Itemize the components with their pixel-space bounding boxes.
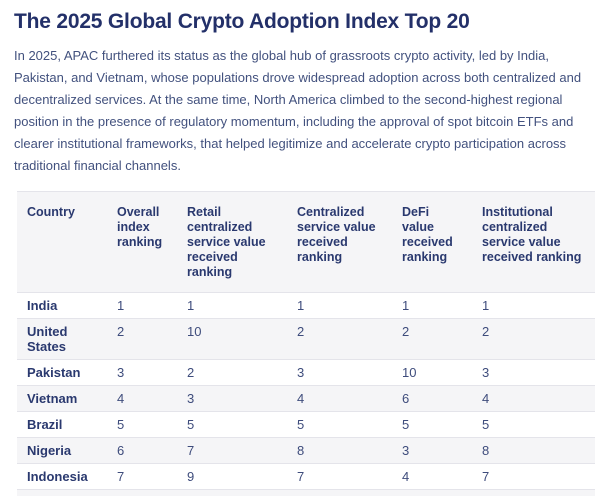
- table-row: [17, 360, 595, 386]
- column-header-centralized: Centralized service value received ranking: [287, 192, 392, 293]
- rank-cell: 4: [392, 464, 472, 490]
- table-body: [17, 293, 595, 490]
- rank-cell: 10: [177, 319, 287, 360]
- rank-cell: 5: [472, 412, 595, 438]
- rank-cell: 1: [472, 293, 595, 319]
- column-header-defi: DeFi value received ranking: [392, 192, 472, 293]
- country-cell: Nigeria: [17, 438, 107, 464]
- rank-cell: 5: [177, 412, 287, 438]
- rank-cell: 2: [107, 319, 177, 360]
- country-cell: Vietnam: [17, 386, 107, 412]
- rank-cell: 3: [287, 360, 392, 386]
- rank-cell: 6: [107, 438, 177, 464]
- rank-cell: 2: [287, 319, 392, 360]
- country-cell: United States: [17, 319, 107, 360]
- rank-cell: 2: [177, 360, 287, 386]
- country-cell: India: [17, 293, 107, 319]
- rank-cell: 1: [287, 293, 392, 319]
- rank-cell: 7: [472, 464, 595, 490]
- rank-cell: 10: [392, 360, 472, 386]
- rank-cell: 3: [472, 360, 595, 386]
- page-title: The 2025 Global Crypto Adoption Index Top 20: [14, 10, 470, 33]
- rank-cell: 5: [287, 412, 392, 438]
- rank-cell: 1: [107, 293, 177, 319]
- rank-cell: 8: [287, 438, 392, 464]
- rank-cell: 3: [392, 438, 472, 464]
- column-header-overall: Overall index ranking: [107, 192, 177, 293]
- rank-cell: 2: [472, 319, 595, 360]
- rank-cell: 7: [107, 464, 177, 490]
- table-row: [17, 464, 595, 490]
- intro-paragraph: In 2025, APAC furthered its status as the global hub of grassroots crypto activity, led by India, Pakistan, and Vietnam, whose populations drove widespread adoption across both centralized and decentralized services. At the same time, North America climbed to the second-highest regional position in the presence of regulatory momentum, including the approval of spot bitcoin ETFs and clearer institutional frameworks, that helped legitimize and accelerate crypto participation across traditional financial channels.: [14, 48, 582, 174]
- country-cell: Brazil: [17, 412, 107, 438]
- rank-cell: 1: [392, 293, 472, 319]
- table-row: [17, 293, 595, 319]
- table-header-row: [17, 192, 595, 293]
- rank-cell: 5: [107, 412, 177, 438]
- rank-cell: 6: [392, 386, 472, 412]
- rank-cell: 9: [177, 464, 287, 490]
- country-cell: Indonesia: [17, 464, 107, 490]
- rank-cell: 5: [392, 412, 472, 438]
- rank-cell: 3: [107, 360, 177, 386]
- rank-cell: 7: [287, 464, 392, 490]
- table-row: [17, 438, 595, 464]
- rank-cell: 7: [177, 438, 287, 464]
- next-row-partial: [17, 489, 595, 496]
- rank-cell: 8: [472, 438, 595, 464]
- column-header-retail: Retail centralized service value received ranking: [177, 192, 287, 293]
- country-cell: Pakistan: [17, 360, 107, 386]
- rank-cell: 2: [392, 319, 472, 360]
- rank-cell: 4: [107, 386, 177, 412]
- rank-cell: 4: [472, 386, 595, 412]
- column-header-institutional: Institutional centralized service value received ranking: [472, 192, 595, 293]
- table-row: [17, 386, 595, 412]
- rank-cell: 4: [287, 386, 392, 412]
- table-row: [17, 412, 595, 438]
- rank-cell: 3: [177, 386, 287, 412]
- crypto-adoption-table: [17, 191, 595, 489]
- column-header-country: Country: [17, 192, 107, 293]
- table-row: [17, 319, 595, 360]
- rank-cell: 1: [177, 293, 287, 319]
